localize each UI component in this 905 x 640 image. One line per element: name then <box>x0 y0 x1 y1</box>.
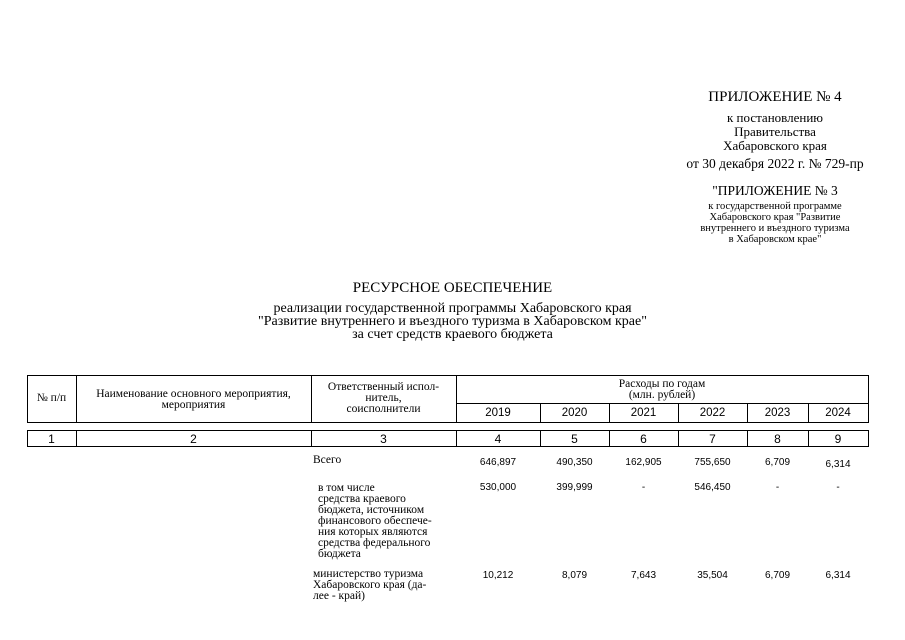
row-label-line: бюджета, источником <box>318 504 425 516</box>
table-cell-value: 35,504 <box>697 570 728 581</box>
row-label-line: финансового обеспече- <box>318 515 432 527</box>
table-border <box>27 375 869 376</box>
table-cell-value: 755,650 <box>694 457 731 468</box>
table-cell-value: 7,643 <box>630 570 657 581</box>
table-border <box>868 375 869 422</box>
table-cell-value: 6,709 <box>764 457 791 468</box>
table-cell-value: - <box>641 482 646 493</box>
column-number: 9 <box>834 432 842 446</box>
table-border <box>27 430 869 431</box>
row-label-line: Всего <box>313 454 342 466</box>
column-number: 8 <box>774 432 781 446</box>
column-number: 2 <box>190 432 197 446</box>
document-subtitle-line: реализации государственной программы Хабаровского края <box>273 301 632 316</box>
appendix-text-line: к постановлению <box>726 110 824 125</box>
header-year: 2024 <box>825 407 851 419</box>
header-executor-line: соисполнители <box>346 403 421 415</box>
appendix3-text-line: в Хабаровском крае" <box>728 234 822 245</box>
row-label-line: средства краевого <box>318 493 406 505</box>
header-name-line: мероприятия <box>161 399 226 411</box>
table-border <box>27 446 869 447</box>
row-label-line: в том числе <box>318 482 375 494</box>
appendix3-text-line: внутреннего и въездного туризма <box>700 223 850 234</box>
document-subtitle-line: за счет средств краевого бюджета <box>352 327 553 342</box>
table-cell-value: 8,079 <box>561 570 588 581</box>
column-number: 4 <box>494 432 502 446</box>
table-cell-value: 490,350 <box>556 457 593 468</box>
table-cell-value: 399,999 <box>556 482 593 493</box>
header-year: 2022 <box>699 407 726 419</box>
table-cell-value: 10,212 <box>482 570 514 581</box>
header-year: 2019 <box>485 407 511 419</box>
table-cell-value: 162,905 <box>625 457 662 468</box>
column-number: 1 <box>48 432 55 446</box>
row-label-line: лее - край) <box>313 590 365 602</box>
row-label-line: ния которых являются <box>318 526 428 538</box>
table-cell-value: 6,314 <box>825 459 851 470</box>
appendix-text-line: Хабаровского края <box>723 138 827 153</box>
column-number: 3 <box>380 432 387 446</box>
table-cell-value: 6,314 <box>825 570 851 581</box>
header-num: № п/п <box>36 392 67 404</box>
table-cell-value: 6,709 <box>764 570 791 581</box>
header-executor-line: нитель, <box>365 392 402 404</box>
header-year: 2023 <box>764 407 791 419</box>
appendix-title: ПРИЛОЖЕНИЕ № 4 <box>708 89 842 105</box>
document-title: РЕСУРСНОЕ ОБЕСПЕЧЕНИЕ <box>352 280 553 296</box>
table-cell-value: 546,450 <box>694 482 731 493</box>
header-expenses-line: Расходы по годам <box>618 378 706 390</box>
row-label-line: Хабаровского края (да- <box>313 579 427 591</box>
appendix-text-line: Правительства <box>734 124 816 139</box>
column-number: 7 <box>709 432 716 446</box>
table-border <box>27 422 869 423</box>
table-border <box>868 430 869 446</box>
row-label-line: бюджета <box>318 548 361 560</box>
column-number: 6 <box>640 432 647 446</box>
appendix3-title: "ПРИЛОЖЕНИЕ № 3 <box>712 183 838 198</box>
appendix3-text-line: к государственной программе <box>708 201 842 212</box>
table-cell-value: 646,897 <box>479 457 517 468</box>
row-label-line: министерство туризма <box>313 568 424 580</box>
column-number: 5 <box>571 432 578 446</box>
table-cell-value: 530,000 <box>479 482 517 493</box>
row-label-line: средства федерального <box>318 537 431 549</box>
header-year: 2021 <box>630 407 657 419</box>
appendix-date: от 30 декабря 2022 г. № 729-пр <box>686 156 864 171</box>
header-year: 2020 <box>561 407 588 419</box>
header-expenses-line: (млн. рублей) <box>628 389 696 401</box>
table-cell-value: - <box>775 482 780 493</box>
appendix3-text-line: Хабаровского края "Развитие <box>709 212 841 223</box>
header-executor-line: Ответственный испол- <box>327 381 440 393</box>
table-cell-value: - <box>836 482 840 493</box>
header-name-line: Наименование основного мероприятия, <box>96 388 291 400</box>
document-subtitle-line: "Развитие внутреннего и въездного туризма в Хабаровском крае" <box>258 314 647 329</box>
